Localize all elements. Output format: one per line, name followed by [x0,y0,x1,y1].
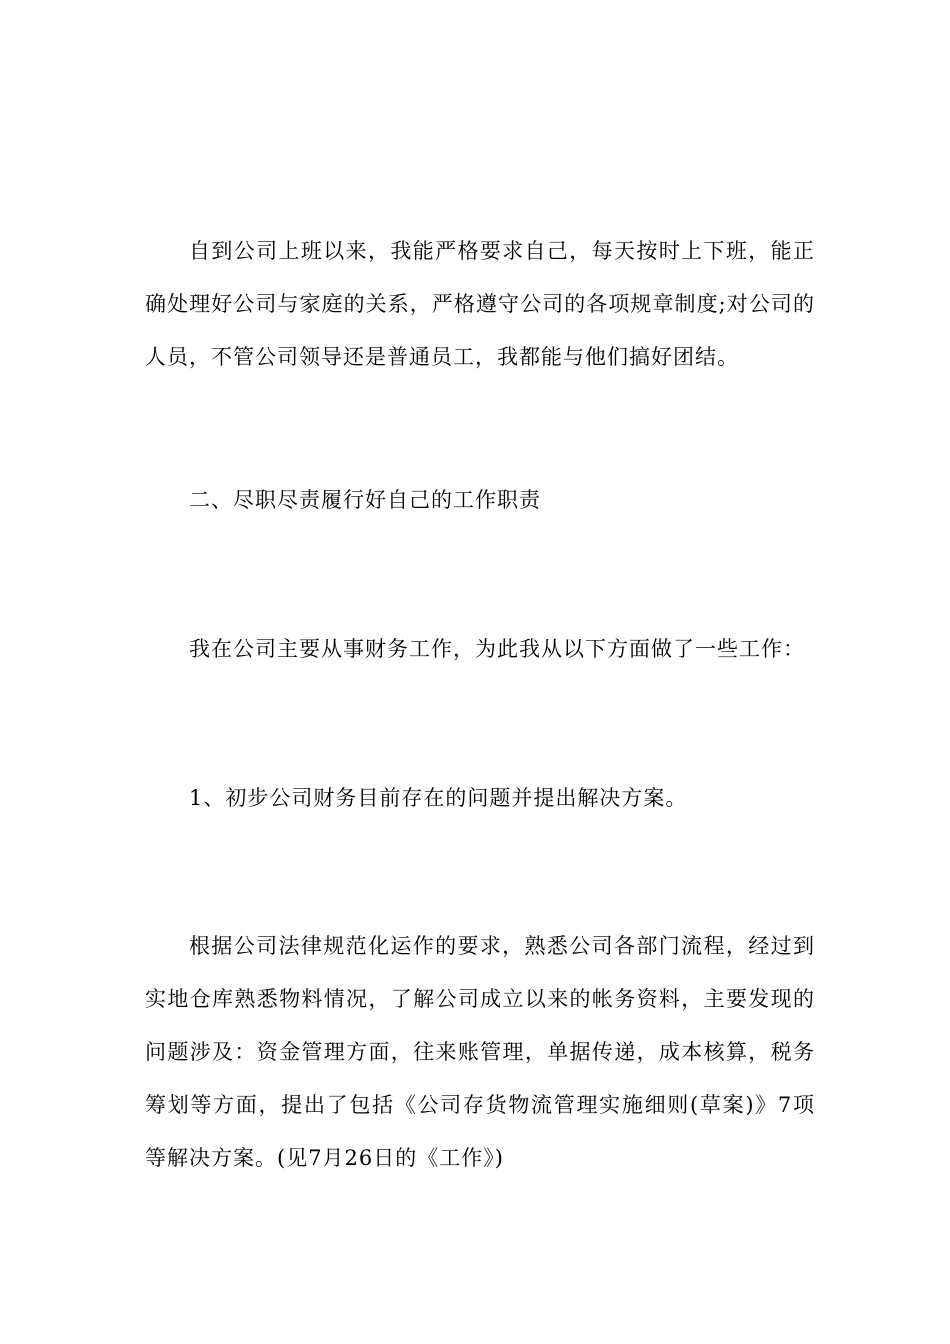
section-heading-duties: 二、尽职尽责履行好自己的工作职责 [189,488,541,512]
list-item-problems-solutions: 1、初步公司财务目前存在的问题并提出解决方案。 [189,786,688,810]
paragraph-finance-work-intro: 我在公司主要从事财务工作，为此我从以下方面做了一些工作： [189,637,805,661]
paragraph-findings: 根据公司法律规范化运作的要求，熟悉公司各部门流程，经过到实地仓库熟悉物料情况，了解公司成立以来的帐务资料，主要发现的问题涉及：资金管理方面，往来账管理，单据传递，成本核算，税务筹划等方面，提出了包括《公司存货物流管理实施细则(草案)》7项等解决方案。(见7月26日的《工作》) [145,934,815,1170]
paragraph-work-attitude: 自到公司上班以来，我能严格要求自己，每天按时上下班，能正确处理好公司与家庭的关系，严格遵守公司的各项规章制度;对公司的人员，不管公司领导还是普通员工，我都能与他们搞好团结。 [145,239,815,369]
